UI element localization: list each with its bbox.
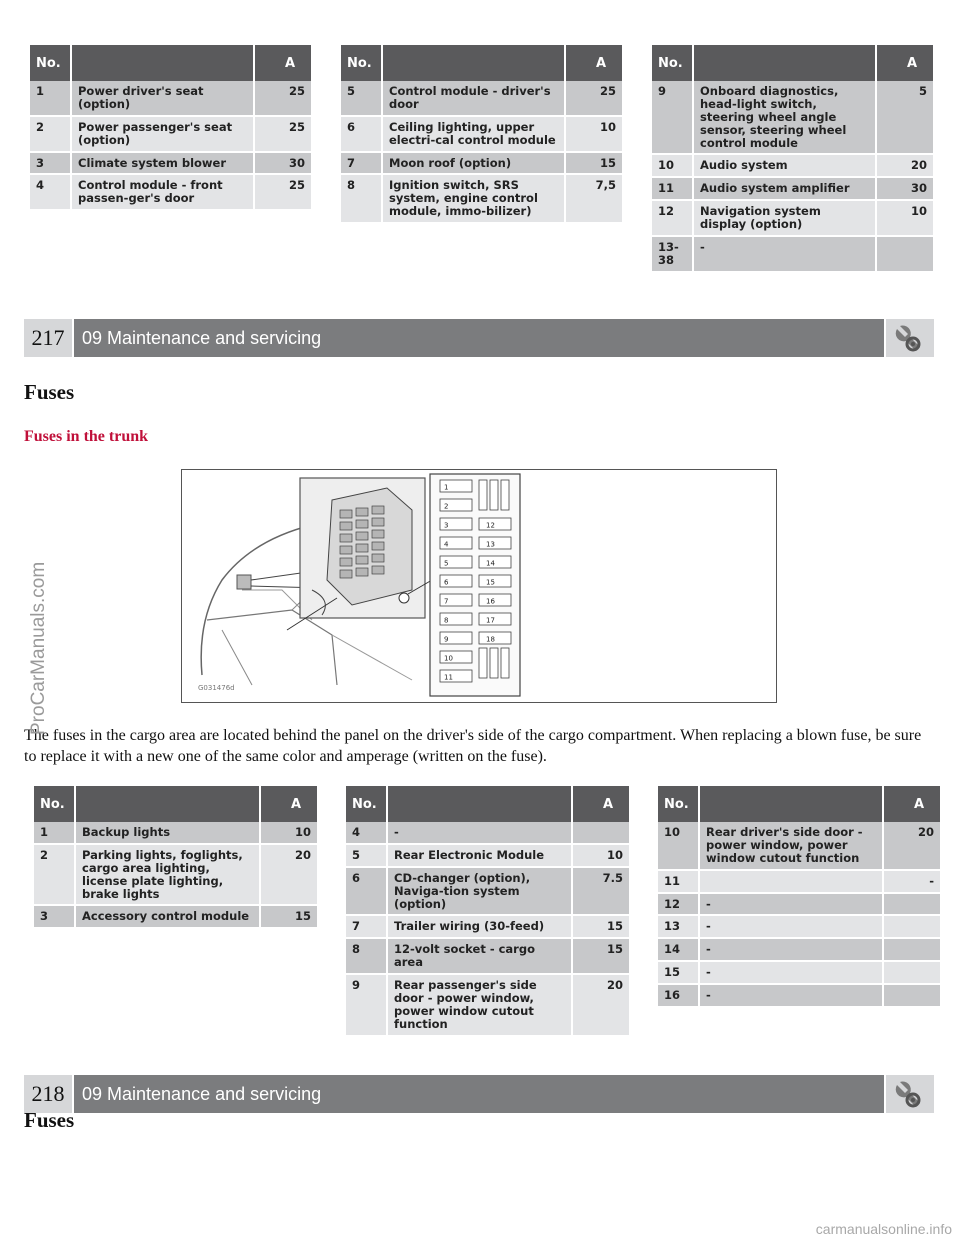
fuse-slot-number: 10 bbox=[444, 654, 453, 663]
fuse-slot-number: 3 bbox=[444, 521, 449, 530]
fuse-description: Power passenger's seat (option) bbox=[71, 116, 254, 152]
fuse-number: 7 bbox=[346, 915, 387, 938]
fuse-amperage: 7,5 bbox=[565, 174, 622, 223]
fuse-row bbox=[30, 174, 311, 210]
fuse-slot-number: 15 bbox=[486, 578, 495, 587]
fuse-number: 1 bbox=[30, 81, 71, 116]
fuse-slot bbox=[479, 537, 511, 549]
fuse-row bbox=[658, 984, 940, 1007]
fuse-amperage: 25 bbox=[254, 116, 311, 152]
fuse-number: 10 bbox=[652, 154, 693, 177]
fuse-table-4 bbox=[34, 786, 317, 929]
fuse-row bbox=[346, 867, 629, 916]
fuse-table-1 bbox=[30, 45, 311, 211]
fuse-number: 11 bbox=[658, 870, 699, 893]
fuse-number: 3 bbox=[34, 905, 75, 928]
fuse-amperage: 10 bbox=[565, 116, 622, 152]
fuse-amperage: 10 bbox=[876, 200, 933, 236]
fuse-amperage: 25 bbox=[565, 81, 622, 116]
fuse-number: 4 bbox=[346, 822, 387, 844]
fuse-number: 6 bbox=[346, 867, 387, 916]
header-desc bbox=[693, 45, 876, 81]
wrench-gear-icon bbox=[886, 319, 934, 357]
fuse-number: 9 bbox=[652, 81, 693, 154]
fuse-slot-number: 17 bbox=[486, 616, 495, 625]
fuse-description: CD-changer (option), Naviga-tion system (option) bbox=[387, 867, 572, 916]
header-no: No. bbox=[658, 786, 699, 822]
fuse-row bbox=[341, 116, 622, 152]
fuse-amperage bbox=[883, 984, 940, 1007]
relay-slot bbox=[501, 480, 509, 510]
trunk-fuse-diagram bbox=[182, 470, 776, 702]
fuse-row bbox=[341, 81, 622, 116]
fuse-slot-number: 2 bbox=[444, 502, 449, 511]
fuse-description: - bbox=[699, 893, 883, 916]
fuse-slot bbox=[479, 575, 511, 587]
fuse-number: 14 bbox=[658, 938, 699, 961]
fuse-amperage: 15 bbox=[572, 915, 629, 938]
header-amp: A bbox=[876, 45, 933, 81]
page-heading: Fuses bbox=[24, 380, 75, 404]
chapter-title: 09 Maintenance and servicing bbox=[74, 319, 884, 357]
fuse-amperage bbox=[883, 961, 940, 984]
fuse-slot-number: 1 bbox=[444, 483, 449, 492]
fuse-amperage: 15 bbox=[565, 152, 622, 175]
fuse-row bbox=[658, 870, 940, 893]
fuse-amperage: 20 bbox=[876, 154, 933, 177]
fuse-slot-number: 5 bbox=[444, 559, 449, 568]
trunk-fuse-illustration bbox=[181, 469, 777, 703]
fuse-number: 8 bbox=[346, 938, 387, 974]
fuse-row bbox=[658, 893, 940, 916]
fuse-row bbox=[34, 905, 317, 928]
fuse-slot-number: 12 bbox=[486, 521, 495, 530]
fuse-row bbox=[341, 174, 622, 223]
fuse-slot-number: 16 bbox=[486, 597, 495, 606]
fuse-description: Accessory control module bbox=[75, 905, 260, 928]
header-no: No. bbox=[34, 786, 75, 822]
header-desc bbox=[699, 786, 883, 822]
fuse-amperage: 15 bbox=[572, 938, 629, 974]
fuse-description: - bbox=[387, 822, 572, 844]
watermark-carmanualsonline: carmanualsonline.info bbox=[815, 1221, 952, 1237]
fuse-slot-number: 11 bbox=[444, 673, 453, 682]
fuse-amperage: 25 bbox=[254, 81, 311, 116]
fuse-slot bbox=[479, 613, 511, 625]
fuse-description: Trailer wiring (30-feed) bbox=[387, 915, 572, 938]
fuse-slot bbox=[479, 594, 511, 606]
fuse-number: 12 bbox=[658, 893, 699, 916]
fuse-number: 2 bbox=[34, 844, 75, 906]
wrench-gear-icon bbox=[886, 1075, 934, 1113]
fuse-row bbox=[341, 152, 622, 175]
fuse-description: Moon roof (option) bbox=[382, 152, 565, 175]
fuse-table-3 bbox=[652, 45, 933, 273]
fuse-description: Parking lights, foglights, cargo area lighting, license plate lighting, brake lights bbox=[75, 844, 260, 906]
fuse-description: Climate system blower bbox=[71, 152, 254, 175]
watermark-procarmanuals: ProCarManuals.com bbox=[28, 561, 49, 735]
fuse-number: 13-38 bbox=[652, 236, 693, 272]
page-number: 218 bbox=[24, 1075, 72, 1113]
fuse-amperage: 30 bbox=[254, 152, 311, 175]
fuse-amperage: 10 bbox=[260, 822, 317, 844]
fuse-row bbox=[652, 177, 933, 200]
fuse-amperage bbox=[876, 236, 933, 272]
fuse-number: 8 bbox=[341, 174, 382, 223]
fuse-slot-number: 8 bbox=[444, 616, 449, 625]
relay-slot bbox=[490, 648, 498, 678]
fuse-description: Navigation system display (option) bbox=[693, 200, 876, 236]
fuse-amperage: 20 bbox=[883, 822, 940, 870]
fuse-slot bbox=[479, 556, 511, 568]
header-no: No. bbox=[341, 45, 382, 81]
fuse-description: Onboard diagnostics, head-light switch, steering wheel angle sensor, steering wheel control module bbox=[693, 81, 876, 154]
fuse-description: Power driver's seat (option) bbox=[71, 81, 254, 116]
relay-slot bbox=[501, 648, 509, 678]
fuse-amperage: - bbox=[883, 870, 940, 893]
fuse-row bbox=[658, 915, 940, 938]
section-header-218 bbox=[24, 1075, 934, 1113]
fuse-amperage: 15 bbox=[260, 905, 317, 928]
header-amp: A bbox=[260, 786, 317, 822]
fuse-number: 3 bbox=[30, 152, 71, 175]
fuse-table-2 bbox=[341, 45, 622, 224]
section-subheading: Fuses in the trunk bbox=[24, 428, 149, 445]
header-no: No. bbox=[346, 786, 387, 822]
fuse-row bbox=[658, 961, 940, 984]
fuse-slot-number: 18 bbox=[486, 635, 495, 644]
fuse-row bbox=[30, 152, 311, 175]
fuse-slot bbox=[479, 632, 511, 644]
fuse-description: Audio system amplifier bbox=[693, 177, 876, 200]
header-amp: A bbox=[572, 786, 629, 822]
fuse-row bbox=[652, 81, 933, 154]
fuse-amperage: 20 bbox=[260, 844, 317, 906]
fuse-row bbox=[346, 822, 629, 844]
fuse-number: 15 bbox=[658, 961, 699, 984]
fuse-table-6 bbox=[658, 786, 940, 1008]
fuse-amperage bbox=[572, 822, 629, 844]
page-number: 217 bbox=[24, 319, 72, 357]
header-no: No. bbox=[30, 45, 71, 81]
fuse-slot bbox=[479, 518, 511, 530]
fuse-row bbox=[30, 81, 311, 116]
fuse-description: - bbox=[693, 236, 876, 272]
fuse-slot-number: 4 bbox=[444, 540, 449, 549]
fuse-amperage bbox=[883, 938, 940, 961]
page-heading-2: Fuses bbox=[24, 1108, 75, 1132]
fuse-row bbox=[658, 938, 940, 961]
fuse-description: - bbox=[699, 938, 883, 961]
fuse-slot-number: 14 bbox=[486, 559, 495, 568]
fuse-number: 10 bbox=[658, 822, 699, 870]
fuse-number: 9 bbox=[346, 974, 387, 1036]
fuse-slot-number: 7 bbox=[444, 597, 449, 606]
fuse-amperage: 7.5 bbox=[572, 867, 629, 916]
header-desc bbox=[71, 45, 254, 81]
fuse-description: 12-volt socket - cargo area bbox=[387, 938, 572, 974]
fuse-number: 1 bbox=[34, 822, 75, 844]
fuse-amperage: 10 bbox=[572, 844, 629, 867]
relay-slot bbox=[479, 648, 487, 678]
section-header-217 bbox=[24, 319, 934, 357]
fuse-slot-number: 6 bbox=[444, 578, 449, 587]
fuse-row bbox=[30, 116, 311, 152]
chapter-title: 09 Maintenance and servicing bbox=[74, 1075, 884, 1113]
fuse-amperage bbox=[883, 915, 940, 938]
header-amp: A bbox=[883, 786, 940, 822]
fuse-description: - bbox=[699, 915, 883, 938]
fuse-description: Control module - driver's door bbox=[382, 81, 565, 116]
fuse-description: Rear passenger's side door - power window, power window cutout function bbox=[387, 974, 572, 1036]
header-amp: A bbox=[565, 45, 622, 81]
fuse-table-5 bbox=[346, 786, 629, 1037]
fuse-description: - bbox=[699, 961, 883, 984]
fuse-row bbox=[658, 822, 940, 870]
fuse-number: 5 bbox=[341, 81, 382, 116]
fuse-description: Ignition switch, SRS system, engine control module, immo-bilizer) bbox=[382, 174, 565, 223]
fuse-number: 7 bbox=[341, 152, 382, 175]
fuse-row bbox=[34, 822, 317, 844]
fuse-number: 11 bbox=[652, 177, 693, 200]
fuse-amperage: 30 bbox=[876, 177, 933, 200]
fuse-slot-number: 9 bbox=[444, 635, 449, 644]
fuse-row bbox=[652, 236, 933, 272]
fuse-description: Audio system bbox=[693, 154, 876, 177]
header-desc bbox=[75, 786, 260, 822]
body-paragraph: The fuses in the cargo area are located behind the panel on the driver's side of the cargo compartment. When replacing a blown fuse, be sure to replace it with a new one of the same color and amperage (written on the fuse). bbox=[24, 727, 922, 765]
header-desc bbox=[382, 45, 565, 81]
fuse-number: 12 bbox=[652, 200, 693, 236]
fuse-amperage: 25 bbox=[254, 174, 311, 210]
fuse-row bbox=[652, 154, 933, 177]
fuse-number: 13 bbox=[658, 915, 699, 938]
relay-slot bbox=[490, 480, 498, 510]
fuse-slot-number: 13 bbox=[486, 540, 495, 549]
figure-code: G031476d bbox=[198, 684, 235, 692]
fuse-row bbox=[346, 844, 629, 867]
fuse-description: Control module - front passen-ger's door bbox=[71, 174, 254, 210]
fuse-description: Backup lights bbox=[75, 822, 260, 844]
fuse-number: 2 bbox=[30, 116, 71, 152]
fuse-amperage bbox=[883, 893, 940, 916]
fuse-description: - bbox=[699, 984, 883, 1007]
fuse-row bbox=[346, 974, 629, 1036]
fuse-amperage: 20 bbox=[572, 974, 629, 1036]
header-desc bbox=[387, 786, 572, 822]
fuse-description: Rear driver's side door - power window, power window cutout function bbox=[699, 822, 883, 870]
fuse-number: 6 bbox=[341, 116, 382, 152]
relay-slot bbox=[479, 480, 487, 510]
fuse-row bbox=[346, 938, 629, 974]
fuse-row bbox=[34, 844, 317, 906]
fuse-row bbox=[346, 915, 629, 938]
header-no: No. bbox=[652, 45, 693, 81]
fuse-description bbox=[699, 870, 883, 893]
fuse-row bbox=[652, 200, 933, 236]
fuse-amperage: 5 bbox=[876, 81, 933, 154]
fuse-number: 16 bbox=[658, 984, 699, 1007]
fuse-description: Rear Electronic Module bbox=[387, 844, 572, 867]
fuse-number: 5 bbox=[346, 844, 387, 867]
fuse-description: Ceiling lighting, upper electri-cal control module bbox=[382, 116, 565, 152]
fuse-number: 4 bbox=[30, 174, 71, 210]
header-amp: A bbox=[254, 45, 311, 81]
